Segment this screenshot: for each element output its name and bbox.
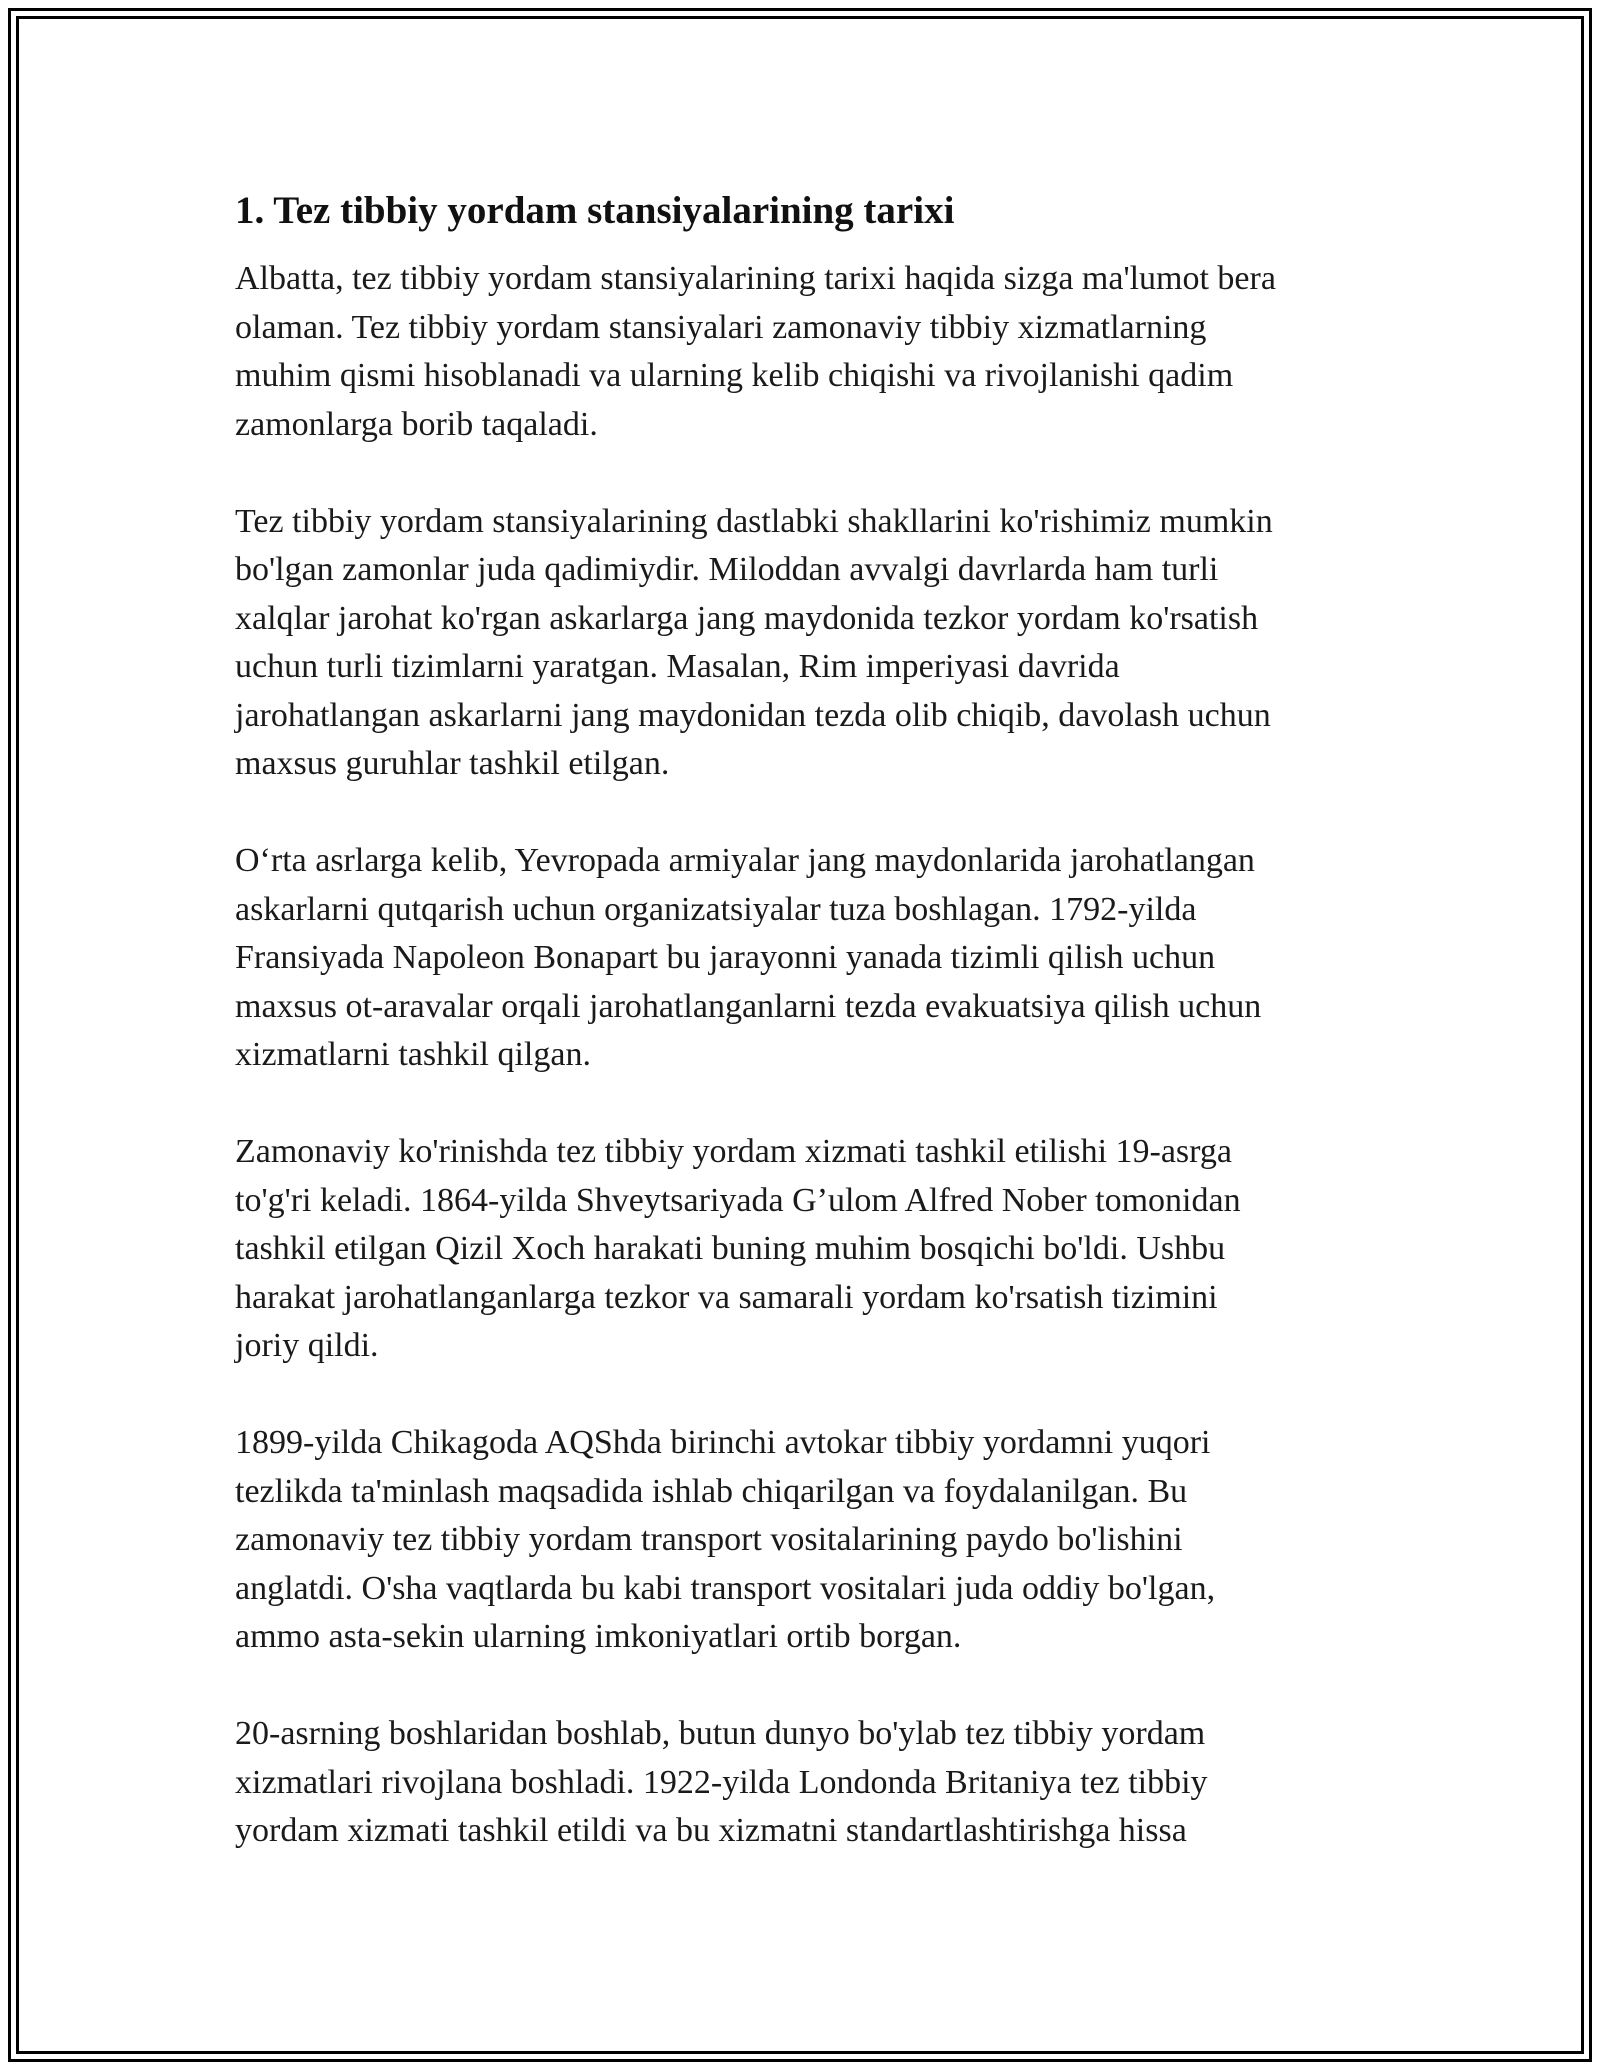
- paragraph: [235, 1419, 1375, 1662]
- text-line: askarlarni qutqarish uchun organizatsiyalar tuza boshlagan. 1792-yilda: [235, 890, 1197, 928]
- text-line: Fransiyada Napoleon Bonapart bu jarayonni yanada tizimli qilish uchun: [235, 939, 1216, 976]
- text-line: anglatdi. O'sha vaqtlarda bu kabi transport vositalari juda oddiy bo'lgan,: [235, 1569, 1216, 1607]
- text-line: xizmatlarni tashkil qilgan.: [235, 1036, 591, 1073]
- paragraph: [235, 837, 1375, 1080]
- text-line: 1899-yilda Chikagoda AQShda birinchi avtokar tibbiy yordamni yuqori: [235, 1424, 1211, 1461]
- text-line: yordam xizmati tashkil etildi va bu xizmatni standartlashtirishga hissa: [235, 1812, 1187, 1849]
- text-line: zamonlarga borib taqaladi.: [235, 405, 598, 443]
- text-line: 20-asrning boshlaridan boshlab, butun dunyo bo'ylab tez tibbiy yordam: [235, 1715, 1206, 1752]
- paragraph: [235, 1128, 1375, 1371]
- text-line: olaman. Tez tibbiy yordam stansiyalari zamonaviy tibbiy xizmatlarning: [235, 308, 1207, 346]
- text-line: xalqlar jarohat ko'rgan askarlarga jang maydonida tezkor yordam ko'rsatish: [235, 599, 1259, 637]
- paragraph: [235, 255, 1375, 449]
- text-line: ammo asta-sekin ularning imkoniyatlari ortib borgan.: [235, 1618, 962, 1655]
- text-line: jarohatlangan askarlarni jang maydonidan tezda olib chiqib, davolash uchun: [235, 696, 1271, 734]
- text-line: Albatta, tez tibbiy yordam stansiyalarining tarixi haqida sizga ma'lumot bera: [235, 260, 1276, 297]
- text-line: Zamonaviy ko'rinishda tez tibbiy yordam xizmati tashkil etilishi 19-asrga: [235, 1133, 1232, 1170]
- text-line: uchun turli tizimlarni yaratgan. Masalan, Rim imperiyasi davrida: [235, 648, 1120, 685]
- text-line: harakat jarohatlanganlarga tezkor va samarali yordam ko'rsatish tizimini: [235, 1278, 1218, 1316]
- text-line: maxsus guruhlar tashkil etilgan.: [235, 745, 670, 782]
- text-line: to'g'ri keladi. 1864-yilda Shveytsariyada G’ulom Alfred Nober tomonidan: [235, 1181, 1241, 1219]
- document-body: [235, 185, 1375, 1904]
- text-line: joriy qildi.: [235, 1327, 379, 1364]
- text-line: xizmatlari rivojlana boshladi. 1922-yilda Londonda Britaniya tez tibbiy: [235, 1763, 1208, 1801]
- paragraph: [235, 498, 1375, 789]
- text-line: zamonaviy tez tibbiy yordam transport vositalarining paydo bo'lishini: [235, 1521, 1183, 1558]
- text-line: O‘rta asrlarga kelib, Yevropada armiyalar jang maydonlarida jarohatlangan: [235, 842, 1255, 879]
- text-line: tashkil etilgan Qizil Xoch harakati buning muhim bosqichi bo'ldi. Ushbu: [235, 1230, 1226, 1267]
- text-line: bo'lgan zamonlar juda qadimiydir. Miloddan avvalgi davrlarda ham turli: [235, 551, 1219, 588]
- text-line: Tez tibbiy yordam stansiyalarining dastlabki shakllarini ko'rishimiz mumkin: [235, 502, 1273, 540]
- paragraph: [235, 1710, 1375, 1856]
- section-heading: 1. Tez tibbiy yordam stansiyalarining tarixi: [235, 189, 955, 232]
- text-line: maxsus ot-aravalar orqali jarohatlanganlarni tezda evakuatsiya qilish uchun: [235, 987, 1262, 1025]
- text-line: tezlikda ta'minlash maqsadida ishlab chiqarilgan va foydalanilgan. Bu: [235, 1472, 1188, 1510]
- text-line: muhim qismi hisoblanadi va ularning kelib chiqishi va rivojlanishi qadim: [235, 357, 1234, 394]
